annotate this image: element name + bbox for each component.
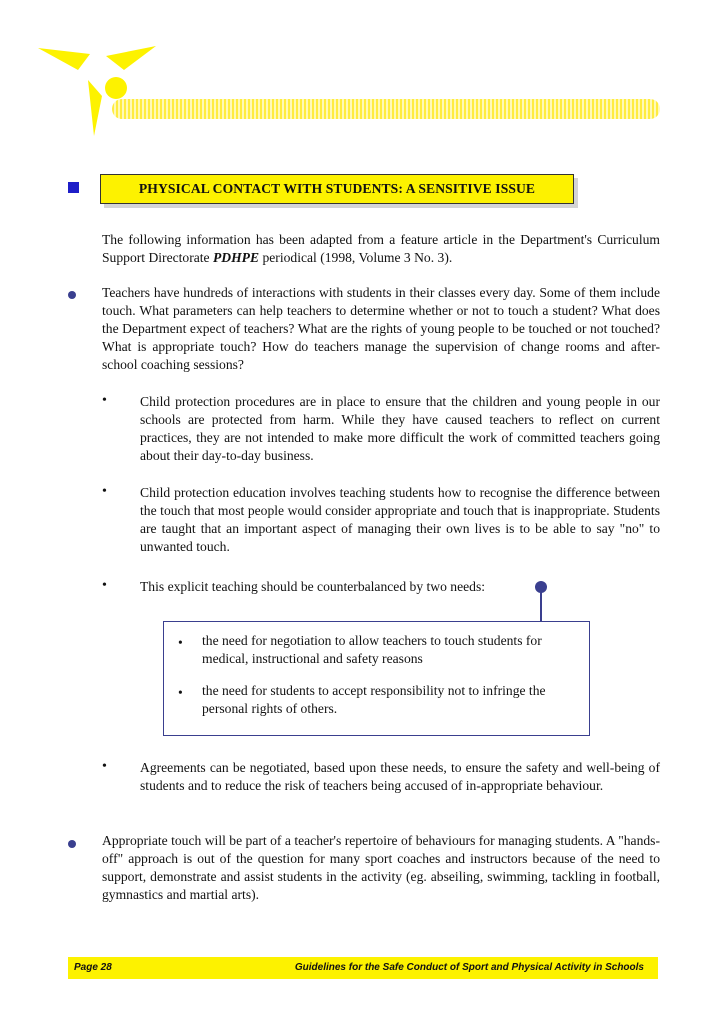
list-item xyxy=(102,759,660,795)
bullet-text-protection-procedures: Child protection procedures are in place to ensure that the children and young people in our schools are protected from harm. While they have caused teachers to reflect on current practices, they are not intended to make more difficult the work of committed teachers going about their day-to-day business. xyxy=(140,394,660,463)
paragraph-appropriate-touch: Appropriate touch will be part of a teacher's repertoire of behaviours for managing students. A "hands-off" approach is out of the question for many sport coaches and instructors because of the need to support, demonstrate and assist students in the activity (eg. abseiling, swimming, tackling in football, gymnastics and martial arts). xyxy=(102,833,660,902)
round-bullet-icon xyxy=(68,840,76,848)
bullet-glyph: • xyxy=(102,393,107,408)
header-band xyxy=(112,99,660,119)
round-bullet-icon xyxy=(68,291,76,299)
section-title-box xyxy=(100,174,574,204)
intro-text-after: periodical (1998, Volume 3 No. 3). xyxy=(259,250,453,265)
bullet-glyph: • xyxy=(102,578,107,593)
needs-box xyxy=(163,621,590,736)
footer-title: Guidelines for the Safe Conduct of Sport and Physical Activity in Schools xyxy=(294,962,644,973)
bullet-text-protection-education: Child protection education involves teaching students how to recognise the difference between the touch that most people would consider appropriate and touch that is inappropriate. Students are taught that an important aspect of managing their own lives is to be able to say "no" to unwanted touch. xyxy=(140,485,660,554)
bullet-glyph: • xyxy=(102,759,107,774)
need-negotiation-text: the need for negotiation to allow teachers to touch students for medical, instructional and safety reasons xyxy=(202,633,542,666)
list-item xyxy=(102,484,660,556)
logo-icon xyxy=(38,40,163,140)
section-title: PHYSICAL CONTACT WITH STUDENTS: A SENSITIVE ISSUE xyxy=(138,181,536,196)
bullet-text-agreements: Agreements can be negotiated, based upon these needs, to ensure the safety and well-being of students and to reduce the risk of teachers being accused of in-appropriate behaviour. xyxy=(140,760,660,793)
bullet-text-counterbalanced: This explicit teaching should be counterbalanced by two needs: xyxy=(140,579,486,594)
connector-line xyxy=(540,591,542,621)
footer-bar xyxy=(68,957,658,979)
paragraph-touch-interactions: Teachers have hundreds of interactions with students in their classes every day. Some of them include touch. What parameters can help teachers to determine whether or not to touch a student? What does the Department expect of teachers? What are the rights of young people to be touched or not touched? What is appropriate touch? How do teachers manage the supervision of change rooms and after-school coaching sessions? xyxy=(102,285,660,372)
need-responsibility-text: the need for students to accept responsibility not to infringe the personal rights of others. xyxy=(202,683,546,716)
square-bullet-icon xyxy=(68,182,79,193)
intro-text-before: The following information has been adapted from a feature article in the Department's Curriculum Support Directorate xyxy=(102,232,660,265)
bullet-glyph: • xyxy=(178,635,183,650)
intro-emphasis: PDHPE xyxy=(212,250,260,265)
list-item xyxy=(102,393,660,465)
intro-paragraph xyxy=(102,231,660,267)
bullet-glyph: • xyxy=(102,484,107,499)
list-item xyxy=(102,578,562,596)
bullet-glyph: • xyxy=(178,685,183,700)
page-number: Page 28 xyxy=(74,962,112,973)
